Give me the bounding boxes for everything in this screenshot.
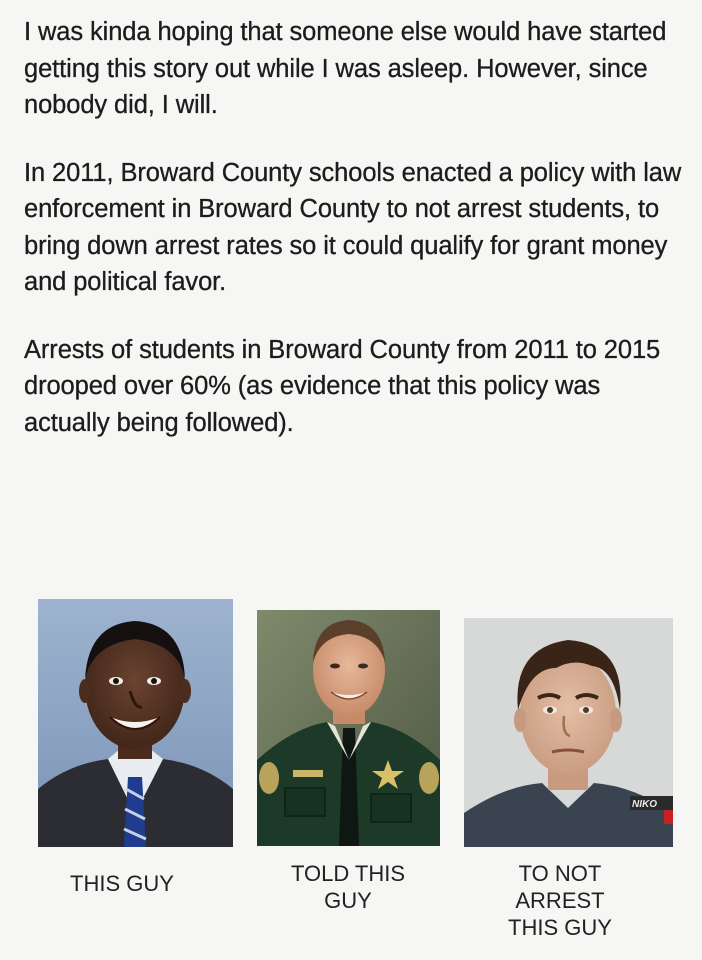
watermark-text: NIKO [632,799,657,810]
paragraph-2: In 2011, Broward County schools enacted a policy with law enforcement in Broward County to not arrest students, to bring down arrest rates so it could qualify for grant money and political favor. [24,158,682,296]
paragraph-1: I was kinda hoping that someone else would have started getting this story out while I was asleep. However, since nobody did, I will. [24,18,667,119]
photo-young-man-mugshot [464,618,673,847]
post-text [24,14,686,472]
photo-officer-in-uniform [257,610,440,846]
paragraph-3: Arrests of students in Broward County from 2011 to 2015 drooped over 60% (as evidence that this policy was actually being followed). [24,335,661,437]
caption-told-this-guy: TOLD THIS GUY [290,861,406,913]
photo-man-in-suit [38,599,233,847]
caption-this-guy: THIS GUY [70,871,174,896]
caption-to-not-arrest: TO NOT ARREST THIS GUY [508,861,612,940]
